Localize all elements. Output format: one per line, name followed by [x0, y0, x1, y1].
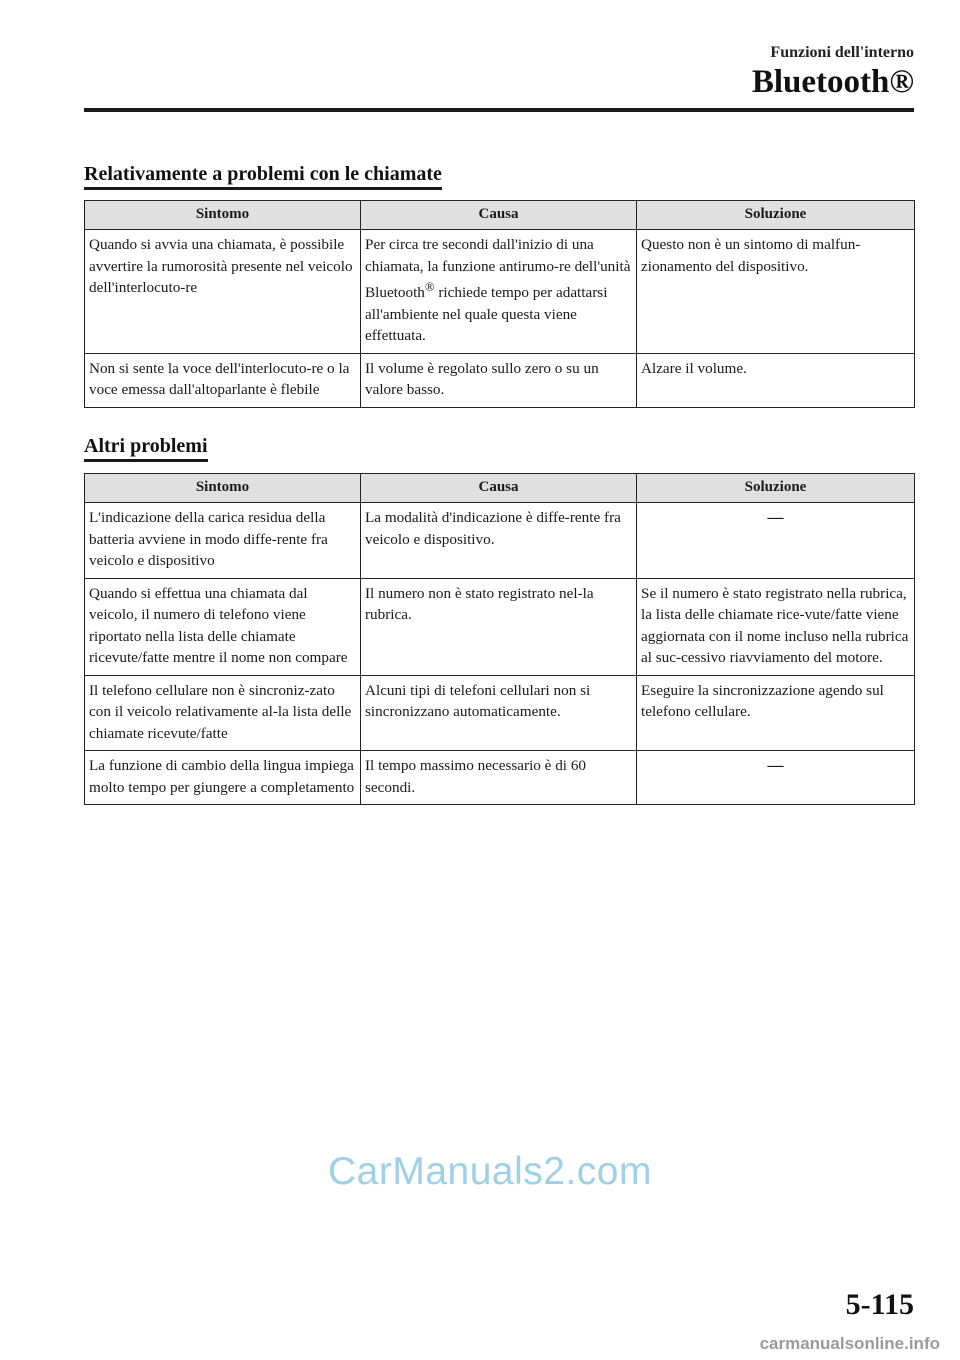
- table-row: [85, 230, 915, 354]
- section-title-other-problems: Altri problemi: [84, 434, 208, 462]
- footer-url: carmanualsonline.info: [759, 1334, 940, 1353]
- cell-soluzione: Se il numero è stato registrato nella rubrica, la lista delle chiamate rice-vute/fatte viene aggiornata con il nome incluso nella rubrica al suc-cessivo riavviamento del motore.: [637, 578, 915, 675]
- cell-sintomo: Non si sente la voce dell'interlocuto-re o la voce emessa dall'altoparlante è flebile: [85, 353, 361, 407]
- cell-causa: Il volume è regolato sullo zero o su un valore basso.: [361, 353, 637, 407]
- section-title-call-problems: Relativamente a problemi con le chiamate: [84, 162, 442, 190]
- column-header-soluzione: Soluzione: [637, 201, 915, 230]
- table-header-row: [85, 474, 915, 503]
- cell-soluzione: Alzare il volume.: [637, 353, 915, 407]
- cell-soluzione-none: —: [637, 751, 915, 805]
- column-header-sintomo: Sintomo: [85, 201, 361, 230]
- cell-causa: La modalità d'indicazione è diffe-rente fra veicolo e dispositivo.: [361, 503, 637, 579]
- cell-causa: Il numero non è stato registrato nel-la rubrica.: [361, 578, 637, 675]
- table-row: [85, 751, 915, 805]
- cell-sintomo: Il telefono cellulare non è sincroniz-zato con il veicolo relativamente al-la lista delle chiamate ricevute/fatte: [85, 675, 361, 751]
- page-number: 5-115: [845, 1288, 914, 1321]
- column-header-soluzione: Soluzione: [637, 474, 915, 503]
- column-header-causa: Causa: [361, 474, 637, 503]
- table-row: [85, 675, 915, 751]
- cell-causa: [361, 230, 637, 354]
- table-header-row: [85, 201, 915, 230]
- cell-soluzione-none: —: [637, 503, 915, 579]
- chapter-title: Funzioni dell'interno: [770, 44, 914, 61]
- watermark-logo: CarManuals2.com: [328, 1150, 652, 1193]
- cell-soluzione: Questo non è un sintomo di malfun-zionamento del dispositivo.: [637, 230, 915, 354]
- table-row: [85, 353, 915, 407]
- call-problems-table: [84, 200, 915, 408]
- cell-causa-text: Per circa tre secondi dall'inizio di una chiamata, la funzione antirumo-re dell'unità Bluetooth: [365, 236, 631, 302]
- registered-mark: ®: [424, 280, 435, 294]
- cell-causa: Alcuni tipi di telefoni cellulari non si sincronizzano automaticamente.: [361, 675, 637, 751]
- cell-causa: Il tempo massimo necessario è di 60 secondi.: [361, 751, 637, 805]
- cell-causa-text-cont: richiede tempo per adattarsi all'ambiente nel quale questa viene effettuata.: [365, 284, 608, 345]
- cell-sintomo: Quando si effettua una chiamata dal veicolo, il numero di telefono viene riportato nella lista delle chiamate ricevute/fatte mentre il nome non compare: [85, 578, 361, 675]
- table-row: [85, 578, 915, 675]
- column-header-causa: Causa: [361, 201, 637, 230]
- cell-sintomo: La funzione di cambio della lingua impiega molto tempo per giungere a completamento: [85, 751, 361, 805]
- cell-sintomo: Quando si avvia una chiamata, è possibile avvertire la rumorosità presente nel veicolo dell'interlocuto-re: [85, 230, 361, 354]
- column-header-sintomo: Sintomo: [85, 474, 361, 503]
- cell-sintomo: L'indicazione della carica residua della batteria avviene in modo diffe-rente fra veicolo e dispositivo: [85, 503, 361, 579]
- cell-soluzione: Eseguire la sincronizzazione agendo sul telefono cellulare.: [637, 675, 915, 751]
- header-divider: [84, 108, 914, 112]
- page-title: Bluetooth®: [751, 64, 914, 100]
- other-problems-table: [84, 473, 915, 805]
- table-row: [85, 503, 915, 579]
